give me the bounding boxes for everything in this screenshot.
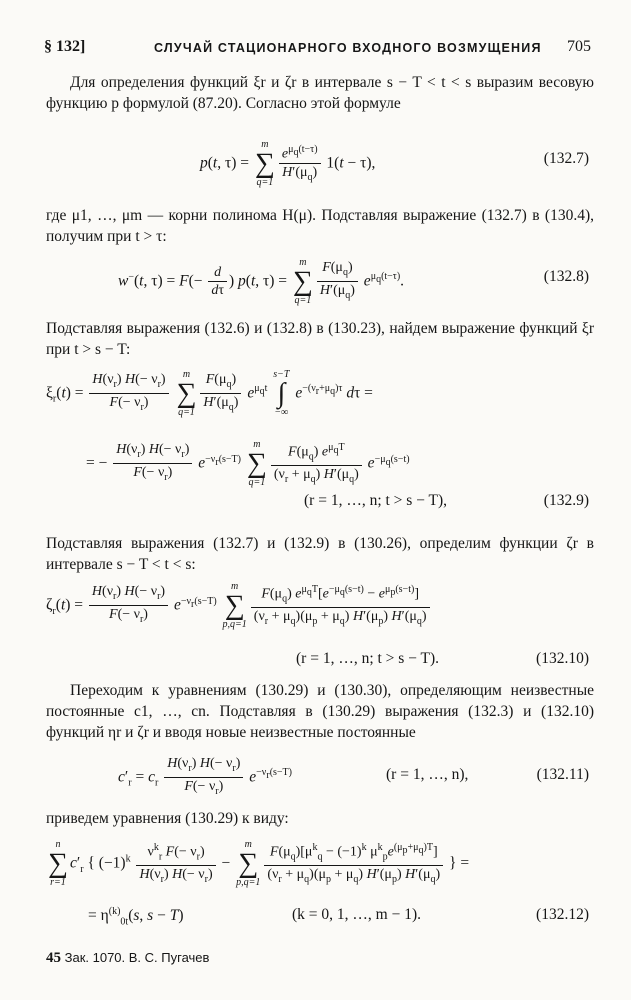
paragraph-5: Переходим к уравнениям (130.29) и (130.30), определяющим неизвестные постоянные c1, …, cn. Подставляя в (130.29) выражения (132.3) и (132.10) функций ηr и ζr и вводя новые неизвестные постоянные xyxy=(46,682,594,741)
paragraph-6: приведем уравнения (130.29) к виду: xyxy=(46,810,289,827)
paragraph-1: Для определения функций ξr и ζr в интервале s − T < t < s выразим весовую функцию p формулой (87.20). Согласно этой формуле xyxy=(46,74,594,112)
paragraph-2: где μ1, …, μm — корни полинома H(μ). Подставляя выражение (132.7) в (130.4), получим при t > τ: xyxy=(46,207,594,245)
paragraph-4: Подставляя выражения (132.7) и (132.9) в (130.26), определим функции ζr в интервале s − T < t < s: xyxy=(46,535,594,573)
equation-number-132-10: (132.10) xyxy=(536,650,589,667)
condition-132-12: (k = 0, 1, …, m − 1). xyxy=(292,906,421,923)
condition-132-9: (r = 1, …, n; t > s − T), xyxy=(304,492,448,509)
paragraph-3: Подставляя выражения (132.6) и (132.8) в (130.23), найдем выражение функций ξr при t > s − T: xyxy=(46,320,594,358)
condition-132-10: (r = 1, …, n; t > s − T). xyxy=(296,650,440,667)
formula-132-8: w−(t, τ) = F(− $\frac{d}{d\tau}$ ) p(t, τ) = m ∑ q=1 $\frac{F(\mu_q)}{H'(\mu_q)}$ $e^{\mu_q(t-\tau)}$. xyxy=(118,257,405,306)
printer-note: Зак. 1070. В. С. Пугачев xyxy=(64,950,210,965)
formula-132-7: p(t, τ) = m ∑ q=1 $\frac{e^{\mu_q(t-\tau)}}{H'(\mu_q)}$ 1(t − τ), xyxy=(200,139,376,188)
equation-number-132-8: (132.8) xyxy=(543,268,589,285)
formula-132-11: $c'_r = c_r$ $\frac{H(\nu_r) H(- \nu_r)}{F(- \nu_r)}$ $e^{-\nu_r(s-T)}$ xyxy=(118,756,292,797)
equation-number-132-11: (132.11) xyxy=(536,766,589,783)
formula-132-9-line-2: = − $\frac{H(\nu_r) H(- \nu_r)}{F(- \nu_r)}$ $e^{-\nu_r(s-T)}$ m ∑ q=1 $\frac{F(\mu_q) e^{\mu_qT}}{(\nu_r + \mu_q) H'(\mu_q)}$ $e^{-\mu_q(s-t)}$ xyxy=(86,439,410,489)
formula-132-9-line-1: $\xi_r(t)$ = $\frac{H(\nu_r) H(- \nu_r)}{F(- \nu_r)}$ m ∑ q=1 $\frac{F(\mu_q)}{H'(\mu_q)}$ $e^{\mu_qt}$ s−T ∫ −∞ $e^{-(\nu_r+\mu_q)\tau}$ dτ = xyxy=(46,369,373,418)
equation-number-132-12: (132.12) xyxy=(536,906,589,923)
formula-132-10: $\zeta_r(t)$ = $\frac{H(\nu_r) H(- \nu_r)}{F(- \nu_r)}$ $e^{-\nu_r(s-T)}$ m ∑ p,q=1 $\frac{F(\mu_q) e^{\mu_qT}[e^{-\mu_q(s-t)} - e^{\mu_p(s-t)}]}{(\nu_r + \mu_q)(\mu_p + \mu_q) H'(\mu_p) H'(\mu_q)}$ xyxy=(46,582,432,630)
print-footer xyxy=(46,950,209,967)
formula-132-12-line-1: n ∑ r=1 $c'_r$ { $(-1)^k$ $\frac{\nu^k_r F(- \nu_r)}{H(\nu_r) H(- \nu_r)}$ − m ∑ p,q=1 $\frac{F(\mu_q)[\mu^k_q - (-1)^k \mu^k_pe^{(\mu_p+\mu_q)T}]}{(\nu_r + \mu_q)(\mu_p + \mu_q) H'(\mu_p) H'(\mu_q)}$ } = xyxy=(48,839,470,889)
equation-number-132-7: (132.7) xyxy=(543,150,589,167)
equation-number-132-9: (132.9) xyxy=(543,492,589,509)
page-number: 705 xyxy=(567,38,591,55)
running-title: СЛУЧАЙ СТАЦИОНАРНОГО ВХОДНОГО ВОЗМУЩЕНИЯ xyxy=(154,41,542,55)
section-number: § 132] xyxy=(44,38,86,55)
sheet-signature: 45 xyxy=(46,950,61,966)
condition-132-11: (r = 1, …, n), xyxy=(386,766,469,783)
running-header xyxy=(44,38,591,60)
formula-132-12-line-2: = $\eta^{(k)}_{0t}(s$, s − T) xyxy=(88,906,184,928)
